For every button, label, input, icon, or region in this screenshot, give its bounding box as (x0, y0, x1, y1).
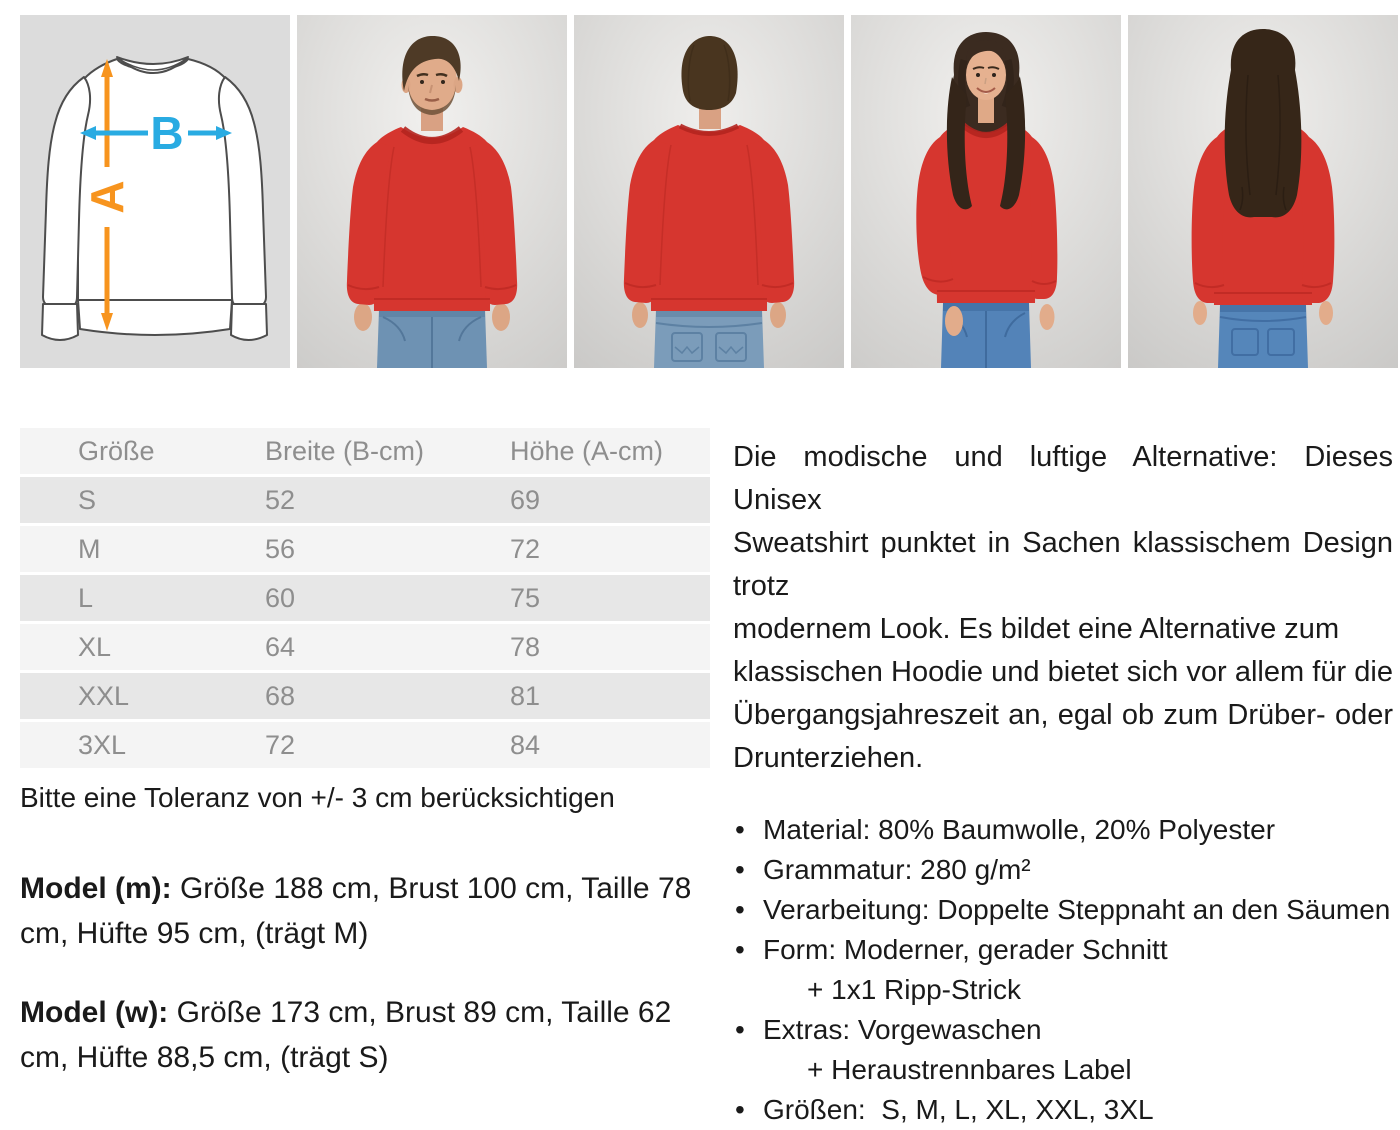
model-female-label: Model (w): (20, 996, 169, 1029)
spec-item: • Grammatur: 280 g/m² (733, 850, 1393, 890)
size-table (20, 428, 710, 768)
spec-item: + 1x1 Ripp-Strick (807, 974, 1021, 1005)
model-male-front-image (297, 15, 567, 368)
model-male-back-image (574, 15, 844, 368)
photo-model-female-front (851, 15, 1121, 368)
jeans (1218, 305, 1308, 368)
col-header-size: Größe (78, 435, 155, 466)
model-female-back-image (1128, 15, 1398, 368)
sweatshirt-measure-diagram (20, 15, 290, 368)
description-column (733, 428, 1393, 1130)
model-male-details: Größe 188 cm, Brust 100 cm, Taille 78 cm, Hüfte 95 cm, (trägt M) (20, 872, 700, 950)
spec-item: • Material: 80% Baumwolle, 20% Polyester (733, 810, 1393, 850)
size-table-row (20, 476, 710, 525)
photo-model-male-front (297, 15, 567, 368)
tolerance-note: Bitte eine Toleranz von +/- 3 cm berücksichtigen (20, 782, 615, 813)
spec-item: • Extras: Vorgewaschen (733, 1010, 1393, 1050)
model-female-measurements (20, 990, 708, 1080)
description-line: Übergangsjahreszeit an, egal ob zum Drüber- oder (733, 699, 1393, 731)
size-diagram-image (20, 15, 290, 368)
spec-item: + Heraustrennbares Label (807, 1054, 1132, 1085)
height-label: A (81, 180, 133, 214)
spec-item: • Verarbeitung: Doppelte Steppnaht an den Säumen (733, 890, 1393, 930)
cell-size: XXL (78, 680, 130, 711)
cell-width: 72 (265, 729, 296, 760)
cell-width: 68 (265, 680, 296, 711)
model-female-details: Größe 173 cm, Brust 89 cm, Taille 62 cm, Hüfte 88,5 cm, (trägt S) (20, 996, 680, 1074)
model-female-front-image (851, 15, 1121, 368)
cell-size: 3XL (78, 729, 127, 760)
size-info-column (20, 428, 710, 1110)
size-table-row (20, 672, 710, 721)
width-label: B (150, 107, 184, 159)
size-table-row (20, 721, 710, 769)
cell-size: L (78, 582, 94, 613)
product-description (733, 428, 1393, 780)
col-header-width: Breite (B-cm) (265, 435, 425, 466)
cell-width: 60 (265, 582, 296, 613)
description-line: Drunterziehen. (733, 742, 924, 774)
description-line: Die modische und luftige Alternative: Dieses Unisex (733, 441, 1393, 516)
cell-size: M (78, 533, 101, 564)
cell-height: 72 (510, 533, 541, 564)
model-male-measurements (20, 866, 708, 956)
red-sweatshirt (347, 127, 517, 311)
description-line: Sweatshirt punktet in Sachen klassischem Design trotz (733, 527, 1393, 602)
jeans (377, 309, 487, 368)
product-info (20, 428, 1400, 1130)
cell-size: XL (78, 631, 112, 662)
spec-item: • Form: Moderner, gerader Schnitt (733, 930, 1393, 970)
col-header-height: Höhe (A-cm) (510, 435, 664, 466)
size-table-row (20, 574, 710, 623)
cell-size: S (78, 484, 97, 515)
jeans (654, 309, 764, 368)
sweatshirt-sketch (42, 57, 267, 340)
size-table-header-row (20, 428, 710, 476)
description-line: klassischen Hoodie und bietet sich vor allem für die (733, 656, 1393, 688)
spec-item: • Größen: S, M, L, XL, XXL, 3XL (733, 1090, 1393, 1130)
cell-width: 64 (265, 631, 296, 662)
red-sweatshirt (916, 123, 1057, 303)
cell-height: 69 (510, 484, 541, 515)
red-sweatshirt (624, 125, 794, 311)
cell-height: 75 (510, 582, 541, 613)
size-table-row (20, 525, 710, 574)
cell-width: 52 (265, 484, 296, 515)
cell-height: 81 (510, 680, 541, 711)
cell-width: 56 (265, 533, 296, 564)
photo-model-male-back (574, 15, 844, 368)
size-table-row (20, 623, 710, 672)
spec-list (733, 810, 1393, 1130)
model-male-label: Model (m): (20, 872, 172, 905)
cell-height: 78 (510, 631, 541, 662)
description-line: modernem Look. Es bildet eine Alternative zum (733, 613, 1340, 645)
cell-height: 84 (510, 729, 541, 760)
product-gallery (0, 0, 1400, 368)
photo-model-female-back (1128, 15, 1398, 368)
